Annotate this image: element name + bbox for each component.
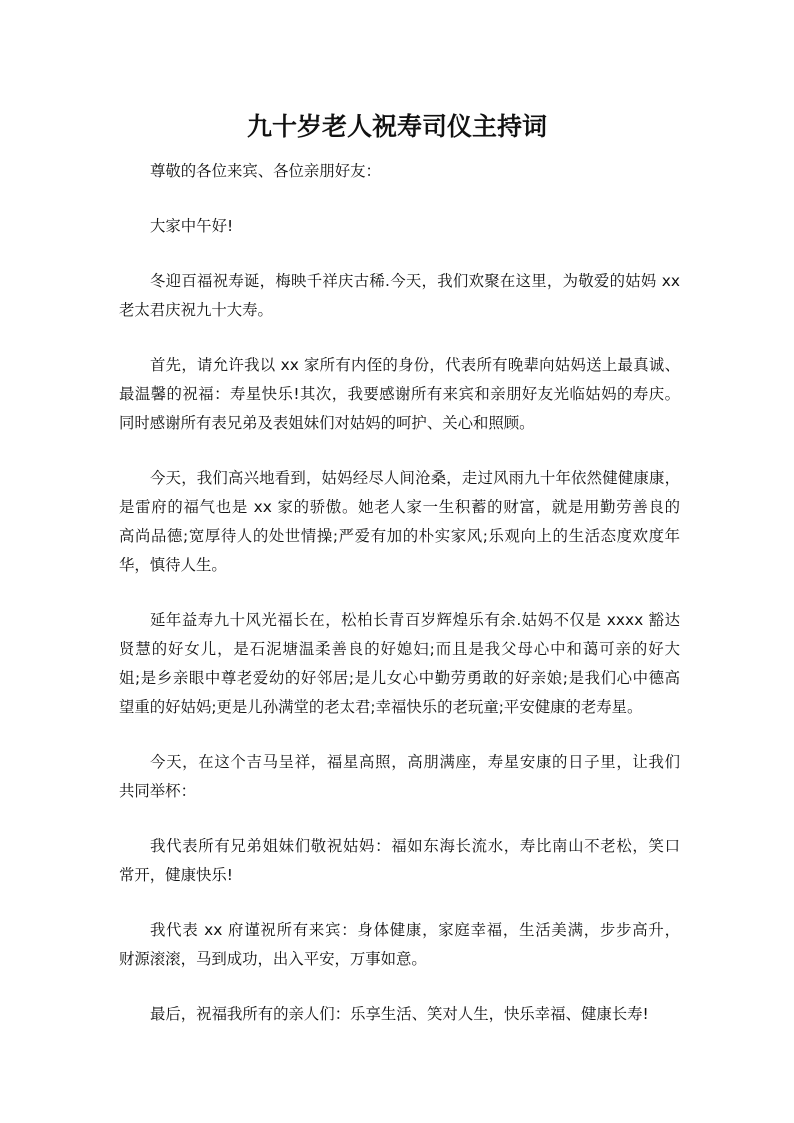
paragraph-line: 最温馨的祝福：寿星快乐!其次，我要感谢所有来宾和亲朋好友光临姑妈的寿庆。 bbox=[119, 385, 680, 403]
paragraph-line: 望重的好姑妈;更是儿孙满堂的老太君;幸福快乐的老玩童;平安健康的老寿星。 bbox=[119, 698, 643, 716]
paragraph-line: 延年益寿九十风光福长在，松柏长青百岁辉煌乐有余.姑妈不仅是 xxxx 豁达 bbox=[150, 611, 680, 629]
paragraph-line: 常开，健康快乐! bbox=[119, 866, 233, 884]
paragraph-line: 贤慧的好女儿，是石泥塘温柔善良的好媳妇;而且是我父母心中和蔼可亲的好大 bbox=[119, 640, 680, 658]
paragraph bbox=[119, 916, 680, 974]
paragraph bbox=[119, 464, 680, 580]
paragraph bbox=[119, 157, 680, 186]
document-body bbox=[119, 157, 680, 1055]
paragraph-line: 冬迎百福祝寿诞，梅映千祥庆古稀.今天，我们欢聚在这里，为敬爱的姑妈 xx bbox=[150, 272, 680, 290]
paragraph bbox=[119, 606, 680, 722]
paragraph-line: 首先，请允许我以 xx 家所有内侄的身份，代表所有晚辈向姑妈送上最真诚、 bbox=[150, 356, 680, 374]
paragraph-line: 华，慎待人生。 bbox=[119, 556, 227, 574]
paragraph-line: 高尚品德;宽厚待人的处世情操;严爱有加的朴实家风;乐观向上的生活态度欢度年 bbox=[119, 527, 680, 545]
document-title: 九十岁老人祝寿司仪主持词 bbox=[246, 112, 547, 141]
paragraph-line: 共同举杯： bbox=[119, 782, 196, 800]
paragraph-line: 财源滚滚，马到成功，出入平安，万事如意。 bbox=[119, 950, 427, 968]
paragraph-line: 大家中午好! bbox=[150, 217, 234, 235]
paragraph-line: 同时感谢所有表兄弟及表姐妹们对姑妈的呵护、关心和照顾。 bbox=[119, 414, 535, 432]
paragraph bbox=[119, 351, 680, 438]
paragraph bbox=[119, 748, 680, 806]
paragraph bbox=[119, 1000, 680, 1029]
paragraph-line: 老太君庆祝九十大寿。 bbox=[119, 301, 273, 319]
paragraph-line: 尊敬的各位来宾、各位亲朋好友： bbox=[150, 162, 381, 180]
paragraph-line: 今天，我们高兴地看到，姑妈经尽人间沧桑，走过风雨九十年依然健健康康， bbox=[150, 469, 680, 487]
paragraph-line: 最后，祝福我所有的亲人们：乐享生活、笑对人生，快乐幸福、健康长寿! bbox=[150, 1005, 649, 1023]
paragraph-line: 今天，在这个吉马呈祥，福星高照，高朋满座，寿星安康的日子里，让我们 bbox=[150, 753, 680, 771]
paragraph bbox=[119, 267, 680, 325]
paragraph-line: 我代表 xx 府谨祝所有来宾：身体健康，家庭幸福，生活美满，步步高升， bbox=[150, 921, 680, 939]
paragraph bbox=[119, 832, 680, 890]
paragraph bbox=[119, 212, 680, 241]
paragraph-line: 我代表所有兄弟姐妹们敬祝姑妈：福如东海长流水，寿比南山不老松，笑口 bbox=[150, 837, 680, 855]
paragraph-line: 姐;是乡亲眼中尊老爱幼的好邻居;是儿女心中勤劳勇敢的好亲娘;是我们心中德高 bbox=[119, 669, 680, 687]
paragraph-line: 是雷府的福气也是 xx 家的骄傲。她老人家一生积蓄的财富，就是用勤劳善良的 bbox=[119, 498, 680, 516]
